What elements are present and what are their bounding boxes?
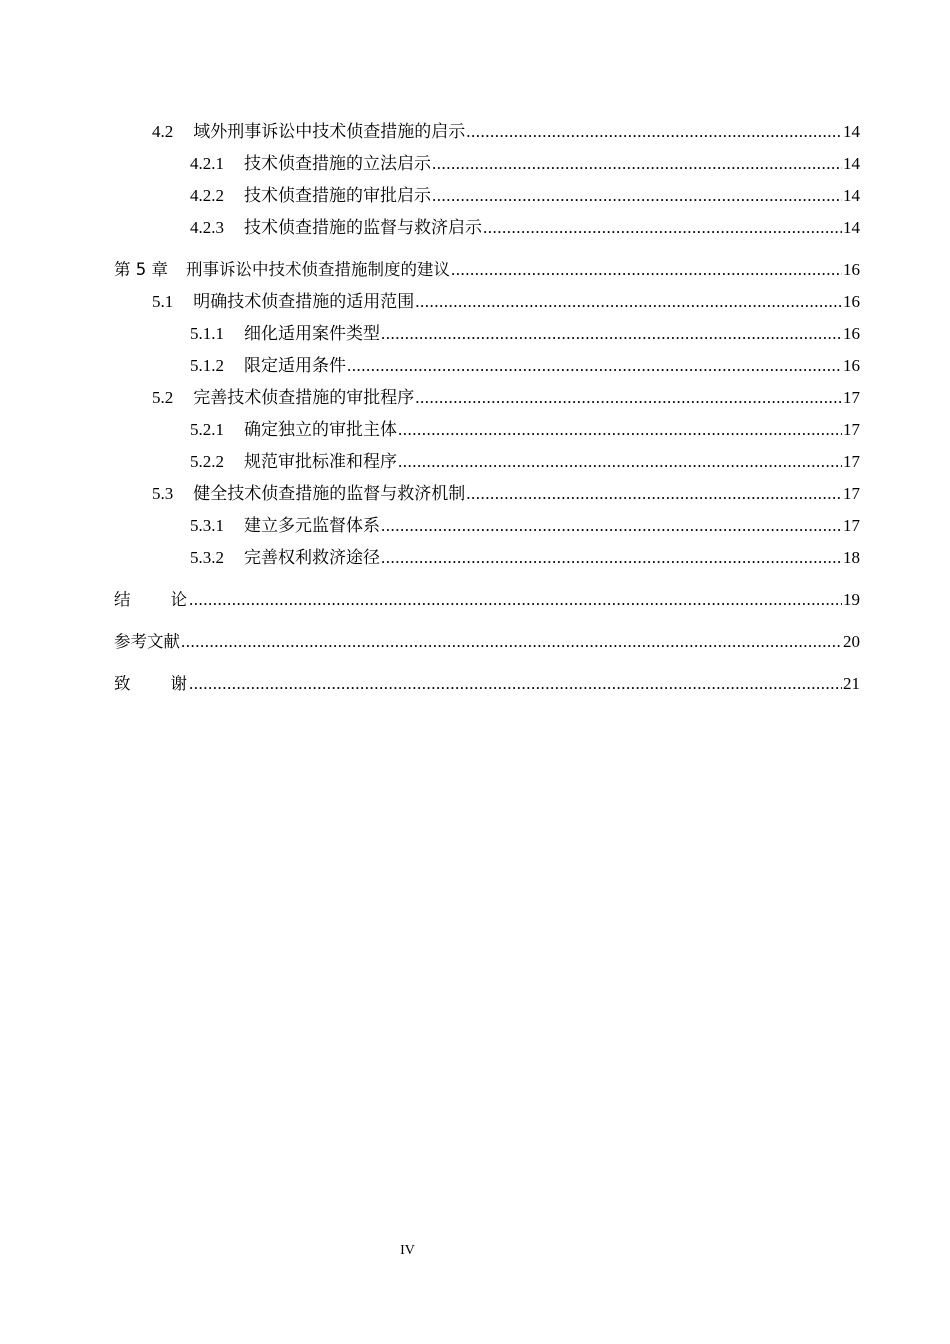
toc-entry-number: 4.2.1	[190, 154, 224, 173]
toc-dot-leader	[381, 510, 842, 542]
toc-entry-number: 5.2.1	[190, 420, 224, 439]
toc-entry-page: 16	[843, 260, 860, 279]
toc-dot-leader	[466, 478, 842, 510]
toc-entry-conclusion[interactable]	[114, 584, 860, 616]
toc-entry-title: 完善技术侦查措施的审批程序	[193, 388, 415, 407]
toc-entry-number: 5.2.2	[190, 452, 224, 471]
toc-entry-5-2[interactable]	[114, 382, 860, 414]
toc-entry-number: 5.1.1	[190, 324, 224, 343]
table-of-contents	[114, 116, 860, 700]
toc-dot-leader	[483, 212, 842, 244]
toc-entry-page: 21	[843, 674, 860, 693]
toc-entry-chapter-5[interactable]	[114, 254, 860, 286]
toc-entry-page: 17	[843, 452, 860, 471]
toc-entry-title: 明确技术侦查措施的适用范围	[193, 292, 415, 311]
toc-entry-5-3-2[interactable]	[114, 542, 860, 574]
toc-entry-page: 17	[843, 420, 860, 439]
toc-entry-page: 14	[843, 154, 860, 173]
toc-entry-number: 5.2	[152, 388, 174, 407]
toc-dot-leader	[381, 542, 842, 574]
toc-dot-leader	[432, 148, 842, 180]
toc-entry-5-1-1[interactable]	[114, 318, 860, 350]
toc-entry-title: 技术侦查措施的立法启示	[244, 154, 431, 173]
toc-entry-title: 细化适用案件类型	[244, 324, 380, 343]
toc-dot-leader	[398, 414, 842, 446]
toc-entry-title: 结论	[114, 590, 227, 609]
toc-dot-leader	[347, 350, 842, 382]
toc-entry-5-1[interactable]	[114, 286, 860, 318]
toc-entry-5-3[interactable]	[114, 478, 860, 510]
toc-entry-title: 技术侦查措施的审批启示	[244, 186, 431, 205]
toc-entry-page: 16	[843, 292, 860, 311]
toc-entry-number: 5.3	[152, 484, 174, 503]
toc-entry-page: 14	[843, 122, 860, 141]
toc-entry-number: 第 5 章	[114, 260, 168, 279]
toc-entry-5-3-1[interactable]	[114, 510, 860, 542]
toc-entry-page: 17	[843, 484, 860, 503]
toc-entry-title: 技术侦查措施的监督与救济启示	[244, 218, 482, 237]
toc-dot-leader	[181, 626, 842, 658]
toc-dot-leader	[432, 180, 842, 212]
toc-entry-4-2[interactable]	[114, 116, 860, 148]
toc-entry-page: 14	[843, 218, 860, 237]
toc-entry-title: 建立多元监督体系	[244, 516, 380, 535]
toc-entry-title: 域外刑事诉讼中技术侦查措施的启示	[193, 122, 466, 141]
toc-dot-leader	[189, 584, 842, 616]
toc-entry-4-2-3[interactable]	[114, 212, 860, 244]
toc-dot-leader	[415, 382, 842, 414]
page-number: IV	[400, 1243, 415, 1258]
toc-entry-references[interactable]	[114, 626, 860, 658]
toc-entry-page: 20	[843, 632, 860, 651]
toc-dot-leader	[466, 116, 842, 148]
toc-entry-page: 16	[843, 356, 860, 375]
toc-entry-number: 5.3.2	[190, 548, 224, 567]
toc-entry-page: 14	[843, 186, 860, 205]
toc-entry-5-2-2[interactable]	[114, 446, 860, 478]
toc-dot-leader	[381, 318, 842, 350]
toc-entry-number: 4.2.3	[190, 218, 224, 237]
toc-entry-number: 5.1	[152, 292, 174, 311]
toc-entry-title: 限定适用条件	[244, 356, 346, 375]
toc-entry-4-2-2[interactable]	[114, 180, 860, 212]
toc-entry-title: 完善权利救济途径	[244, 548, 380, 567]
toc-entry-title: 规范审批标准和程序	[244, 452, 397, 471]
toc-entry-page: 17	[843, 388, 860, 407]
toc-entry-5-2-1[interactable]	[114, 414, 860, 446]
toc-dot-leader	[398, 446, 842, 478]
toc-entry-page: 19	[843, 590, 860, 609]
toc-entry-number: 5.3.1	[190, 516, 224, 535]
toc-entry-title: 致谢	[114, 674, 227, 693]
toc-dot-leader	[189, 668, 842, 700]
toc-entry-page: 18	[843, 548, 860, 567]
toc-entry-title: 刑事诉讼中技术侦查措施制度的建议	[186, 260, 450, 279]
toc-entry-5-1-2[interactable]	[114, 350, 860, 382]
toc-entry-number: 4.2	[152, 122, 174, 141]
toc-entry-number: 4.2.2	[190, 186, 224, 205]
toc-entry-title: 确定独立的审批主体	[244, 420, 397, 439]
toc-entry-title: 参考文献	[114, 632, 180, 651]
toc-dot-leader	[415, 286, 842, 318]
toc-entry-number: 5.1.2	[190, 356, 224, 375]
toc-entry-page: 16	[843, 324, 860, 343]
toc-entry-acknowledgements[interactable]	[114, 668, 860, 700]
toc-dot-leader	[451, 254, 842, 286]
toc-entry-title: 健全技术侦查措施的监督与救济机制	[193, 484, 466, 503]
toc-entry-page: 17	[843, 516, 860, 535]
toc-entry-4-2-1[interactable]	[114, 148, 860, 180]
